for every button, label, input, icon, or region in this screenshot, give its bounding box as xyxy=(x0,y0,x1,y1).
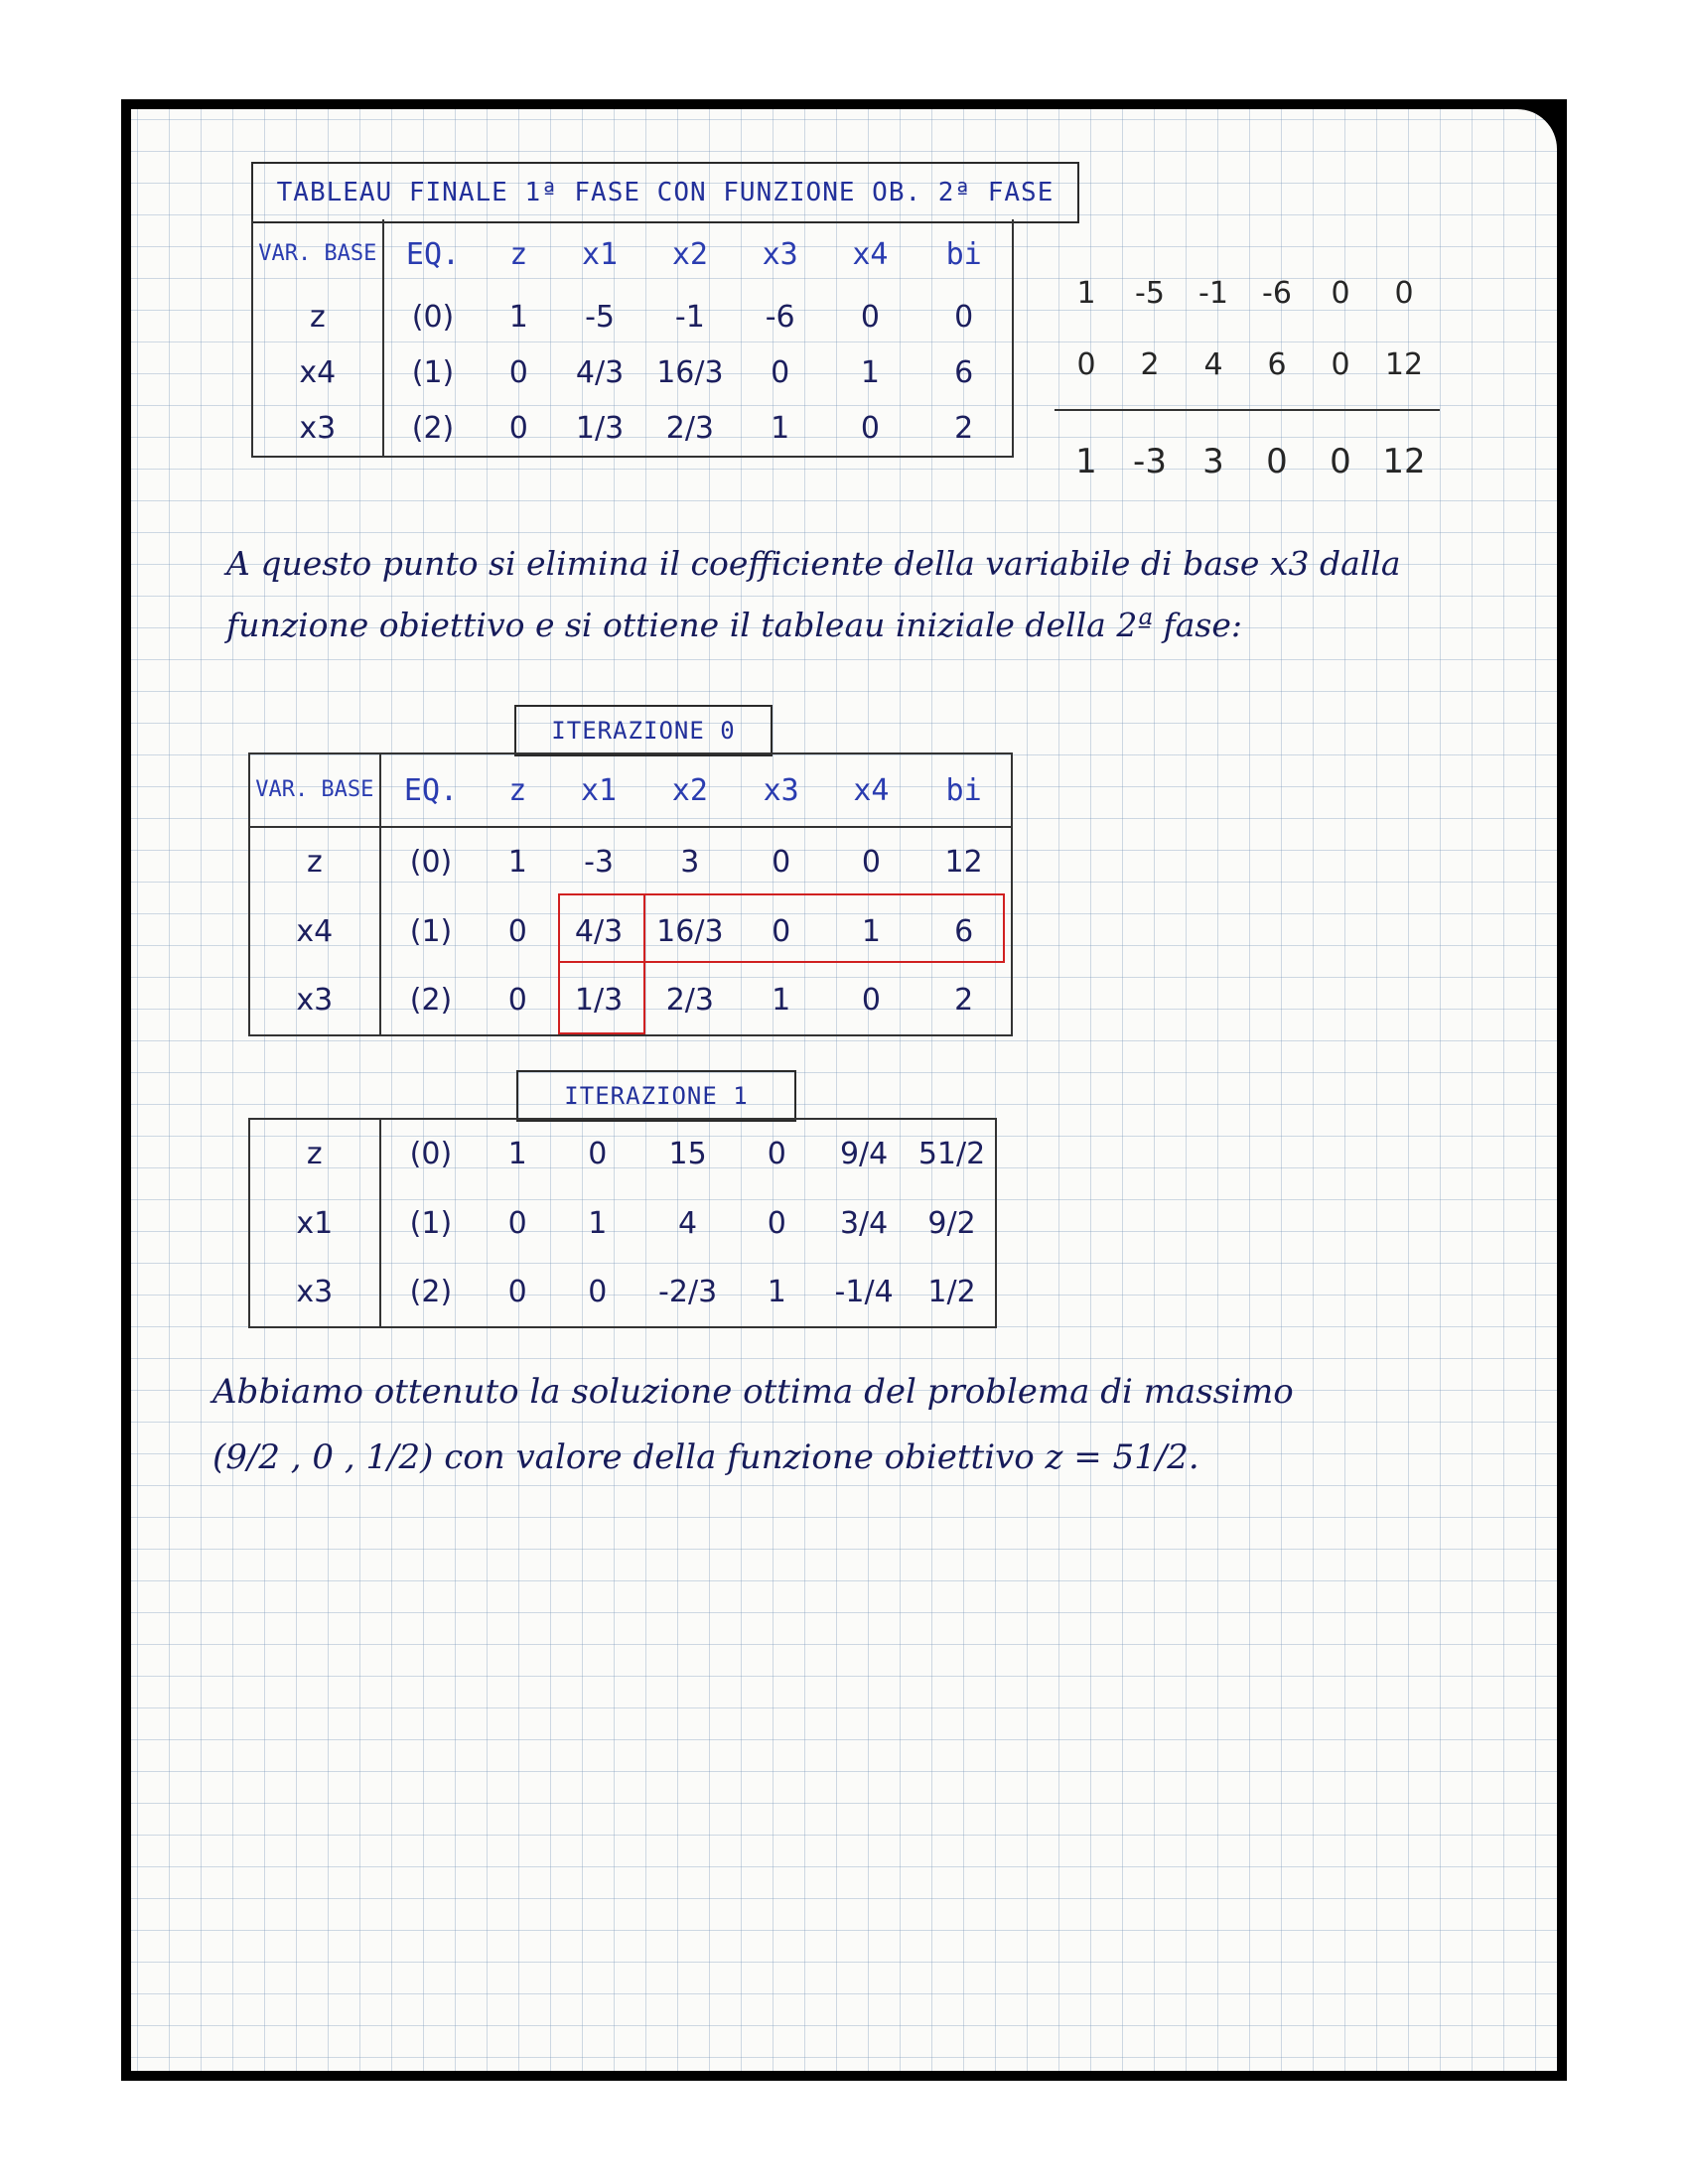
cell: 0 xyxy=(508,354,528,390)
cell: x3 xyxy=(252,400,383,457)
calc-value: 0 xyxy=(1076,347,1096,382)
cell: 0 xyxy=(767,1205,786,1241)
cell: 1 xyxy=(507,1137,527,1171)
cell: 0 xyxy=(860,299,880,335)
table-row xyxy=(249,827,1012,896)
cell: 2 xyxy=(954,983,974,1018)
cell: 1 xyxy=(507,845,527,880)
cell: -3 xyxy=(584,845,614,880)
cell: 1 xyxy=(772,983,791,1018)
table-row xyxy=(249,1258,996,1327)
cell: x1 xyxy=(249,1188,380,1258)
cell: (0) xyxy=(409,1137,453,1171)
header-var-base: VAR. BASE xyxy=(252,219,383,289)
cell: (2) xyxy=(409,1275,453,1309)
cell: 1/2 xyxy=(927,1275,976,1309)
cell: -1 xyxy=(674,299,705,335)
header-x2: x2 xyxy=(671,236,708,272)
calc-result-row xyxy=(1055,442,1436,481)
table-row xyxy=(252,289,1013,344)
cell: 4 xyxy=(678,1205,698,1241)
cell: x3 xyxy=(249,966,380,1035)
cell: x4 xyxy=(249,896,380,966)
header-x1: x1 xyxy=(554,753,643,827)
cell: (0) xyxy=(409,845,453,880)
cell: 0 xyxy=(507,1275,527,1309)
calc-value: 12 xyxy=(1384,347,1424,382)
calc-row-2 xyxy=(1055,347,1436,382)
cell: 0 xyxy=(772,845,791,880)
iteration-1-table xyxy=(248,1118,997,1328)
cell: 0 xyxy=(507,913,527,949)
calc-value: 1 xyxy=(1075,442,1097,481)
cell: 1 xyxy=(860,354,880,390)
cell: 1 xyxy=(588,1205,608,1241)
cell: 0 xyxy=(507,1205,527,1241)
cell: z xyxy=(249,827,380,896)
header-bi: bi xyxy=(945,236,982,272)
cell: 15 xyxy=(668,1137,707,1171)
header-x4: x4 xyxy=(852,236,889,272)
cell: (0) xyxy=(411,299,455,335)
cell: -1/4 xyxy=(834,1275,894,1309)
cell: 16/3 xyxy=(656,354,724,390)
cell: 0 xyxy=(588,1137,608,1171)
header-x2: x2 xyxy=(643,753,737,827)
pivot-column-highlight xyxy=(558,893,645,1034)
cell: 6 xyxy=(954,354,974,390)
conclusion-line-2: (9/2 , 0 , 1/2) con valore della funzione obiettivo z = 51/2. xyxy=(212,1437,1199,1477)
paragraph-line-1: A questo punto si elimina il coefficiente della variabile di base x3 dalla xyxy=(226,544,1401,583)
calc-value: 0 xyxy=(1394,276,1414,311)
header-x3: x3 xyxy=(762,236,798,272)
cell: 1/3 xyxy=(574,983,624,1018)
calc-value: 1 xyxy=(1076,276,1096,311)
table-row xyxy=(249,1119,996,1188)
header-bi: bi xyxy=(916,753,1012,827)
table-header-row xyxy=(252,219,1013,289)
cell: 3 xyxy=(680,845,700,880)
tableau-finale-title: TABLEAU FINALE 1ª FASE CON FUNZIONE OB. 2ª FASE xyxy=(251,162,1079,223)
calc-value: 3 xyxy=(1202,442,1224,481)
calc-value: 0 xyxy=(1331,276,1350,311)
header-z: z xyxy=(481,753,554,827)
table-header-row xyxy=(249,753,1012,827)
cell: (1) xyxy=(411,354,455,390)
cell: 0 xyxy=(508,410,528,446)
cell: x3 xyxy=(249,1258,380,1327)
cell: 6 xyxy=(954,913,974,949)
calc-sum-line xyxy=(1055,409,1440,411)
table-row xyxy=(249,1188,996,1258)
header-x4: x4 xyxy=(826,753,917,827)
cell: 4/3 xyxy=(574,913,624,949)
cell: -5 xyxy=(585,299,615,335)
tableau-finale-table xyxy=(251,219,1014,458)
cell: 0 xyxy=(507,983,527,1018)
cell: 2 xyxy=(954,410,974,446)
cell: (1) xyxy=(409,1205,453,1241)
cell: 12 xyxy=(944,845,983,880)
cell: 0 xyxy=(860,410,880,446)
cell: 9/2 xyxy=(927,1205,976,1241)
cell: 0 xyxy=(767,1137,786,1171)
calc-value: -3 xyxy=(1133,442,1167,481)
iteration-0-title: ITERAZIONE 0 xyxy=(514,705,773,756)
cell: 1/3 xyxy=(575,410,625,446)
calc-value: -6 xyxy=(1262,276,1292,311)
cell: 51/2 xyxy=(917,1137,986,1171)
calc-row-1 xyxy=(1055,276,1436,311)
cell: -2/3 xyxy=(658,1275,718,1309)
cell: (2) xyxy=(409,983,453,1018)
calc-value: -5 xyxy=(1135,276,1165,311)
cell: 16/3 xyxy=(656,913,724,949)
cell: 1 xyxy=(771,410,790,446)
header-x3: x3 xyxy=(737,753,826,827)
cell: 3/4 xyxy=(839,1205,889,1241)
calc-value: 0 xyxy=(1330,442,1351,481)
cell: (1) xyxy=(409,913,453,949)
cell: 0 xyxy=(588,1275,608,1309)
header-var-base: VAR. BASE xyxy=(249,753,380,827)
cell: 0 xyxy=(771,354,790,390)
conclusion-line-1: Abbiamo ottenuto la soluzione ottima del problema di massimo xyxy=(212,1372,1294,1412)
cell: (2) xyxy=(411,410,455,446)
header-eq: EQ. xyxy=(380,753,482,827)
cell: x4 xyxy=(252,344,383,400)
cell: 4/3 xyxy=(575,354,625,390)
cell: 0 xyxy=(861,845,881,880)
cell: 1 xyxy=(861,913,881,949)
cell: 2/3 xyxy=(665,410,715,446)
calc-value: 4 xyxy=(1203,347,1223,382)
paragraph-line-2: funzione obiettivo e si ottiene il tableau iniziale della 2ª fase: xyxy=(226,606,1242,644)
calc-value: 6 xyxy=(1267,347,1287,382)
calc-value: 2 xyxy=(1140,347,1160,382)
table-row xyxy=(252,344,1013,400)
cell: z xyxy=(252,289,383,344)
header-x1: x1 xyxy=(581,236,619,272)
cell: 1 xyxy=(767,1275,786,1309)
calc-value: 12 xyxy=(1382,442,1426,481)
cell: 1 xyxy=(508,299,528,335)
iteration-1-title: ITERAZIONE 1 xyxy=(516,1070,796,1122)
cell: 9/4 xyxy=(839,1137,889,1171)
calc-value: 0 xyxy=(1331,347,1350,382)
cell: 0 xyxy=(954,299,974,335)
calc-value: 0 xyxy=(1266,442,1288,481)
header-z: z xyxy=(509,236,528,272)
header-eq: EQ. xyxy=(405,236,461,272)
cell: 0 xyxy=(861,983,881,1018)
cell: 2/3 xyxy=(665,983,714,1018)
table-row xyxy=(252,400,1013,457)
cell: 0 xyxy=(772,913,791,949)
cell: -6 xyxy=(765,299,795,335)
cell: z xyxy=(249,1119,380,1188)
calc-value: -1 xyxy=(1198,276,1228,311)
